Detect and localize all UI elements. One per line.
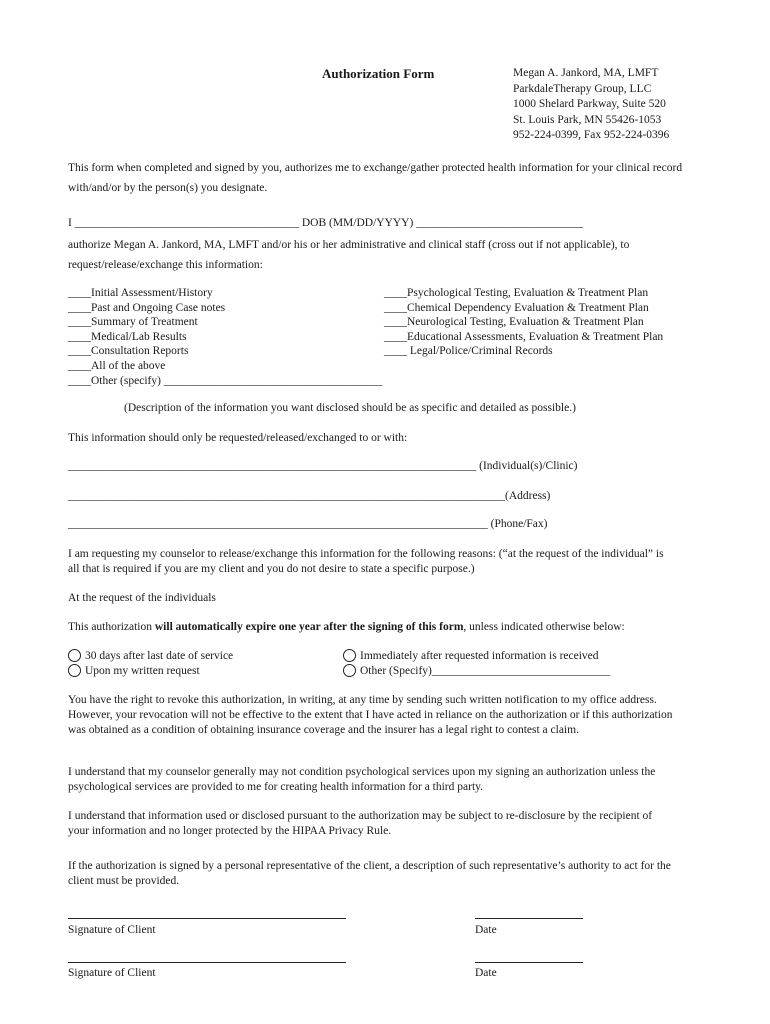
expire-options-left (68, 649, 233, 679)
address-line: 1000 Shelard Parkway, Suite 520 (513, 98, 666, 110)
option-label: Upon my written request (85, 665, 200, 677)
address-line: Megan A. Jankord, MA, LMFT (513, 67, 659, 79)
representative-paragraph: If the authorization is signed by a personal representative of the client, a description of such representative’s authority to act for the client must be provided. (68, 860, 671, 887)
expire-option-30-days[interactable] (68, 649, 233, 664)
recipient-intro: This information should only be requested/released/exchanged to or with: (68, 432, 408, 444)
recipient-individual-line[interactable]: _______________________________________________________________________ (Individual(s)/Clinic) (68, 460, 578, 472)
expire-post: , unless indicated otherwise below: (463, 621, 625, 633)
date-label: Date (475, 924, 497, 936)
description-note: (Description of the information you want disclosed should be as specific and detailed as possible.) (124, 402, 576, 414)
patient-dob-line[interactable]: I _______________________________________ DOB (MM/DD/YYYY) _____________________________ (68, 217, 583, 229)
client-signature-line-2[interactable] (68, 962, 346, 963)
radio-circle-icon[interactable] (68, 649, 81, 662)
info-list-left (68, 286, 382, 388)
option-label: Immediately after requested information is received (360, 650, 599, 662)
info-option[interactable]: ____Neurological Testing, Evaluation & Treatment Plan (384, 316, 644, 329)
expire-option-other[interactable] (343, 664, 610, 679)
info-option[interactable]: ____Educational Assessments, Evaluation & Treatment Plan (384, 330, 664, 343)
signature-client-label: Signature of Client (68, 924, 156, 936)
revocation-paragraph: You have the right to revoke this authorization, in writing, at any time by sending such written notification to my office address. However, your revocation will not be effective to the extent that I have acted in reliance on the authorization or if this authorization was obtained as a condition of obtaining insurance coverage and the insurer has a legal right to contest a claim. (68, 694, 673, 736)
info-option[interactable]: ____Other (specify) ______________________________________ (68, 374, 383, 387)
info-option[interactable]: ____Chemical Dependency Evaluation & Treatment Plan (384, 301, 649, 314)
info-option[interactable]: ____Medical/Lab Results (68, 330, 187, 343)
radio-circle-icon[interactable] (343, 664, 356, 677)
radio-circle-icon[interactable] (68, 664, 81, 677)
reason-paragraph: I am requesting my counselor to release/exchange this information for the following reasons: (“at the request of the individual” is all that is required if you are my client and you do not desire to state a specific purpose.) (68, 548, 664, 575)
expiration-statement (68, 621, 625, 633)
address-line: ParkdaleTherapy Group, LLC (513, 82, 652, 95)
intro-paragraph: This form when completed and signed by you, authorizes me to exchange/gather protected health information for your clinical record with/and/or by the person(s) you designate. (68, 162, 683, 194)
provider-address-block (513, 66, 669, 144)
expire-option-written-request[interactable] (68, 664, 233, 679)
condition-paragraph: I understand that my counselor generally may not condition psychological services upon my signing an authorization unless the psychological services are provided to me for creating health information for a third party. (68, 766, 656, 793)
redisclosure-paragraph: I understand that information used or disclosed pursuant to the authorization may be subject to re-disclosure by the recipient of your information and no longer protected by the HIPAA Privacy Rule. (68, 810, 653, 837)
address-line: St. Louis Park, MN 55426-1053 (513, 113, 662, 126)
info-option[interactable]: ____Psychological Testing, Evaluation & Treatment Plan (384, 287, 649, 299)
authorize-paragraph: authorize Megan A. Jankord, MA, LMFT and/or his or her administrative and clinical staff (cross out if not applicable), to request/release/exchange this information: (68, 239, 630, 271)
expire-option-immediately[interactable] (343, 649, 610, 664)
expire-bold: will automatically expire one year after the signing of this form (154, 621, 464, 633)
form-title: Authorization Form (322, 66, 435, 81)
expire-pre: This authorization (68, 621, 155, 633)
info-option[interactable]: ____All of the above (68, 359, 166, 372)
client-signature-line-1[interactable] (68, 918, 346, 919)
date-line-1[interactable] (475, 918, 583, 919)
option-label: Other (Specify)_______________________________ (360, 665, 611, 677)
recipient-address-line[interactable]: ____________________________________________________________________________(Address) (68, 490, 551, 502)
address-line: 952-224-0399, Fax 952-224-0396 (513, 129, 670, 141)
radio-circle-icon[interactable] (343, 649, 356, 662)
info-option[interactable]: ____Initial Assessment/History (68, 287, 213, 299)
info-option[interactable]: ____Consultation Reports (68, 345, 189, 358)
date-label: Date (475, 967, 497, 979)
info-option[interactable]: ____Past and Ongoing Case notes (68, 301, 226, 314)
option-label: 30 days after last date of service (85, 650, 234, 662)
date-line-2[interactable] (475, 962, 583, 963)
reason-value[interactable]: At the request of the individuals (68, 592, 216, 604)
signature-client-label: Signature of Client (68, 967, 156, 979)
expire-options-right (343, 649, 610, 679)
info-list-right (384, 286, 663, 359)
info-option[interactable]: ____ Legal/Police/Criminal Records (384, 345, 553, 358)
recipient-phone-line[interactable]: _________________________________________________________________________ (Phone/Fax) (68, 518, 548, 530)
info-option[interactable]: ____Summary of Treatment (68, 316, 198, 329)
